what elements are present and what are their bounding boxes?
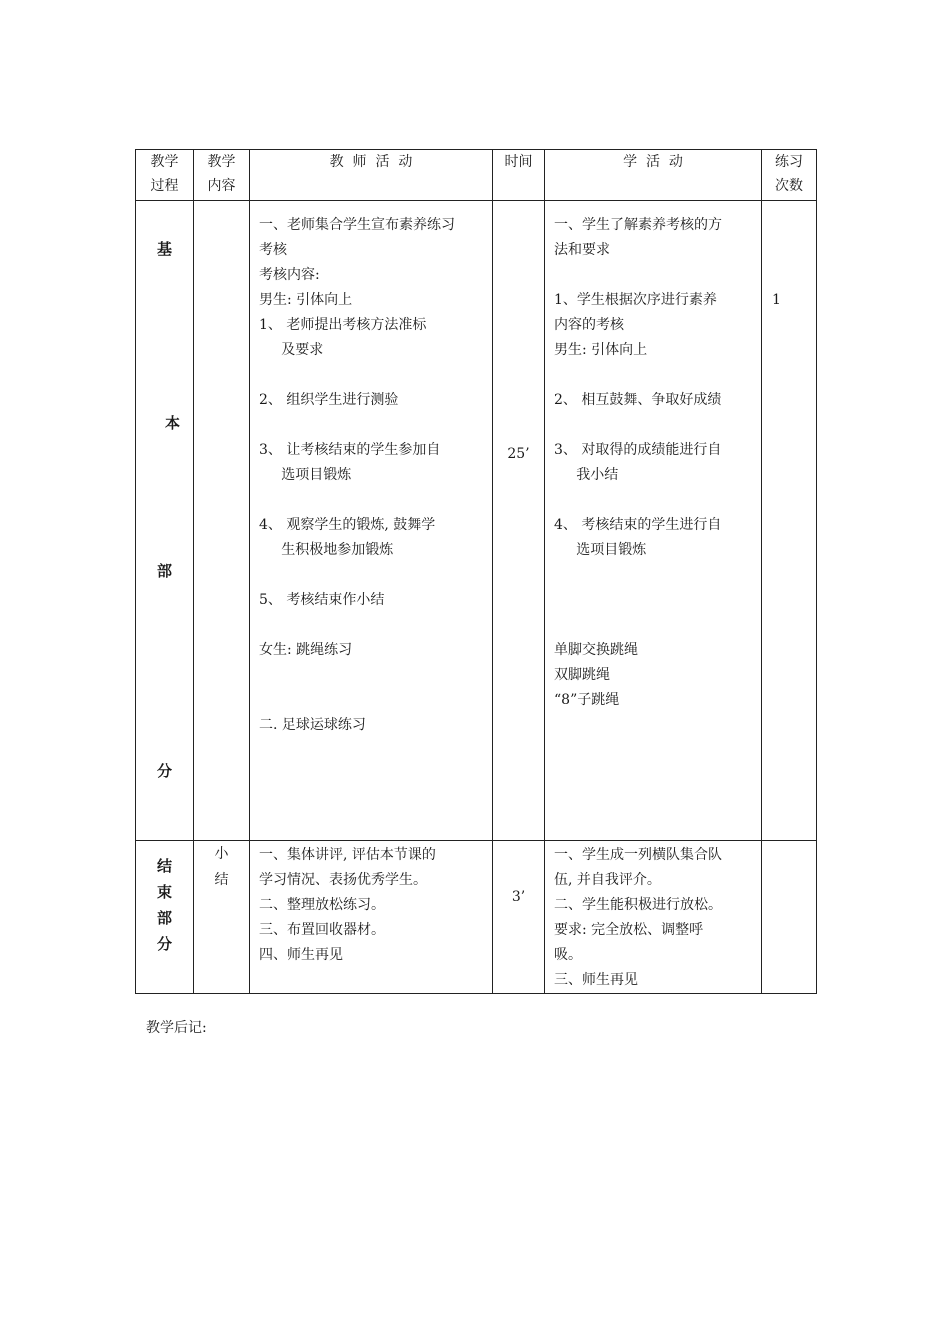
basic-section-row bbox=[136, 201, 817, 841]
basic-teacher-activity bbox=[250, 201, 493, 841]
activity-line: 一、老师集合学生宣布素养练习 bbox=[259, 217, 455, 233]
activity-line: 女生: 跳绳练习 bbox=[259, 642, 353, 658]
activity-line: “8”子跳绳 bbox=[554, 692, 620, 708]
header-time: 时间 bbox=[493, 150, 545, 201]
activity-line: 二、整理放松练习。 bbox=[259, 897, 385, 913]
header-teaching-process: 教学 过程 bbox=[136, 150, 194, 201]
activity-line: 伍, 并自我评介。 bbox=[554, 872, 661, 888]
activity-line: 选项目锻炼 bbox=[554, 542, 647, 558]
header-teacher-activity: 教 师 活 动 bbox=[250, 150, 493, 201]
activity-line: 男生: 引体向上 bbox=[554, 342, 648, 358]
activity-line: 3、 让考核结束的学生参加自 bbox=[259, 442, 441, 458]
activity-line: 3、 对取得的成绩能进行自 bbox=[554, 442, 722, 458]
activity-line: 2、 组织学生进行测验 bbox=[259, 392, 399, 408]
activity-line bbox=[259, 688, 486, 713]
activity-line bbox=[259, 613, 486, 638]
basic-content-cell bbox=[194, 201, 250, 841]
activity-line: 一、集体讲评, 评估本节课的 bbox=[259, 847, 436, 863]
ending-teacher-activity bbox=[250, 841, 493, 994]
activity-line: 一、学生了解素养考核的方 bbox=[554, 217, 722, 233]
ending-content: 小 结 bbox=[194, 841, 250, 994]
basic-student-activity bbox=[545, 201, 762, 841]
activity-line bbox=[259, 488, 486, 513]
activity-line: 生积极地参加锻炼 bbox=[259, 542, 394, 558]
header-teaching-content: 教学 内容 bbox=[194, 150, 250, 201]
activity-line: 5、 考核结束作小结 bbox=[259, 592, 385, 608]
activity-line: 男生: 引体向上 bbox=[259, 292, 353, 308]
activity-line bbox=[554, 563, 755, 588]
activity-line: 要求: 完全放松、调整呼 bbox=[554, 922, 704, 938]
student-activity-lines bbox=[545, 201, 761, 713]
activity-line bbox=[554, 488, 755, 513]
activity-line bbox=[554, 588, 755, 613]
ending-section-label: 结 束 部 分 bbox=[136, 841, 194, 994]
header-student-activity: 学 活 动 bbox=[545, 150, 762, 201]
ending-time: 3’ bbox=[493, 841, 545, 994]
activity-line bbox=[259, 413, 486, 438]
activity-line: 2、 相互鼓舞、争取好成绩 bbox=[554, 392, 722, 408]
activity-line: 吸。 bbox=[554, 947, 582, 963]
basic-section-label bbox=[136, 201, 194, 841]
lesson-plan-table bbox=[135, 149, 817, 994]
activity-line: 1、 老师提出考核方法准标 bbox=[259, 317, 427, 333]
activity-line: 4、 考核结束的学生进行自 bbox=[554, 517, 722, 533]
activity-line: 1、学生根据次序进行素养 bbox=[554, 292, 717, 308]
section-char: 基 bbox=[157, 240, 173, 258]
activity-line: 一、学生成一列横队集合队 bbox=[554, 847, 722, 863]
activity-line: 及要求 bbox=[259, 342, 324, 358]
ending-practice-count bbox=[762, 841, 817, 994]
activity-line: 我小结 bbox=[554, 467, 619, 483]
activity-line: 三、师生再见 bbox=[554, 972, 638, 988]
section-char: 分 bbox=[157, 762, 173, 780]
activity-line: 双脚跳绳 bbox=[554, 667, 610, 683]
section-char: 本 bbox=[165, 414, 181, 432]
activity-line bbox=[554, 413, 755, 438]
teacher-activity-lines bbox=[250, 201, 492, 738]
activity-line bbox=[554, 613, 755, 638]
activity-line: 考核 bbox=[259, 242, 287, 258]
header-practice-count: 练习 次数 bbox=[762, 150, 817, 201]
teacher-activity-lines bbox=[250, 841, 492, 968]
section-char: 部 bbox=[157, 562, 173, 580]
ending-student-activity bbox=[545, 841, 762, 994]
activity-line: 4、 观察学生的锻炼, 鼓舞学 bbox=[259, 517, 436, 533]
basic-practice-count: 1 bbox=[762, 201, 817, 841]
activity-line: 二. 足球运球练习 bbox=[259, 717, 366, 733]
activity-line bbox=[554, 263, 755, 288]
teaching-reflection-label: 教学后记: bbox=[146, 1020, 207, 1036]
activity-line: 四、师生再见 bbox=[259, 947, 343, 963]
activity-line bbox=[259, 563, 486, 588]
activity-line: 内容的考核 bbox=[554, 317, 624, 333]
activity-line: 选项目锻炼 bbox=[259, 467, 352, 483]
activity-line bbox=[554, 363, 755, 388]
activity-line: 二、学生能积极进行放松。 bbox=[554, 897, 722, 913]
activity-line: 学习情况、表扬优秀学生。 bbox=[259, 872, 427, 888]
activity-line: 考核内容: bbox=[259, 267, 320, 283]
activity-line bbox=[259, 363, 486, 388]
activity-line bbox=[259, 663, 486, 688]
basic-time: 25’ bbox=[493, 201, 545, 841]
student-activity-lines bbox=[545, 841, 761, 993]
activity-line: 单脚交换跳绳 bbox=[554, 642, 638, 658]
table-header-row bbox=[136, 150, 817, 201]
ending-section-row bbox=[136, 841, 817, 994]
activity-line: 法和要求 bbox=[554, 242, 610, 258]
activity-line: 三、布置回收器材。 bbox=[259, 922, 385, 938]
